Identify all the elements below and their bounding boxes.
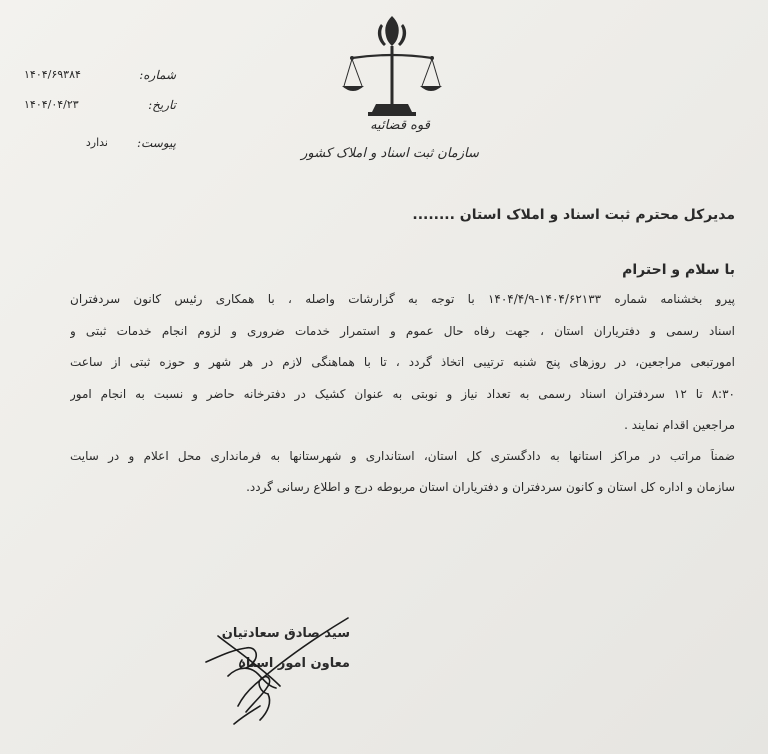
signer-title: معاون امور اسناد xyxy=(239,656,350,671)
date-label: تاریخ: xyxy=(148,98,176,112)
number-value: ۱۴۰۴/۶۹۳۸۴ xyxy=(24,68,81,81)
org-name-registration: سازمان ثبت اسناد و املاک کشور xyxy=(301,146,479,161)
body-line: امورتبعی مراجعین، در روزهای پنج شنبه ترتیبی اتخاذ گردد ، تا با هماهنگی لازم در هر شهر و حوزه ثبتی از ساعت xyxy=(70,355,735,369)
body-line: مراجعین اقدام نمایند . xyxy=(624,418,735,432)
recipient-heading: مدیرکل محترم ثبت اسناد و املاک استان ........ xyxy=(412,207,735,223)
date-value: ۱۴۰۴/۰۴/۲۳ xyxy=(24,98,79,111)
handwritten-signature-icon xyxy=(198,616,368,726)
attachment-label: پیوست: xyxy=(136,136,176,150)
body-line: سازمان و اداره کل استان و کانون سردفتران و دفترياران استان مربوطه درج و اطلاع رسانی گردد. xyxy=(246,480,735,494)
body-line: ۸:۳۰ تا ۱۲ سردفتران اسناد رسمی به تعداد نیاز و نوبتی به عنوان کشیک در دفترخانه حاضر و نسبت به انجام امور xyxy=(70,387,735,401)
body-line: اسناد رسمی و دفترياران استان ، جهت رفاه حال عموم و استمرار خدمات ضروری و لزوم انجام خدمات ثبتی و xyxy=(70,324,735,338)
org-name-judiciary: قوه قضائیه xyxy=(370,118,430,133)
signer-name: سید صادق سعادتیان xyxy=(221,626,350,641)
greeting: با سلام و احترام xyxy=(622,262,735,278)
number-label: شماره: xyxy=(139,68,176,82)
body-line: پیرو بخشنامه شماره ۱۴۰۴/۶۲۱۳۳-۱۴۰۴/۴/۹ با توجه به گزارشات واصله ، با همکاری رئیس کانون سردفتران xyxy=(70,292,735,306)
attachment-value: ندارد xyxy=(85,136,108,149)
body-line: ضمناً مراتب در مراکز استانها به دادگستری کل استان، استانداری و شهرستانها به فرمانداری محل اعلام و در سایت xyxy=(70,449,735,463)
judiciary-scales-emblem-icon xyxy=(340,12,444,120)
